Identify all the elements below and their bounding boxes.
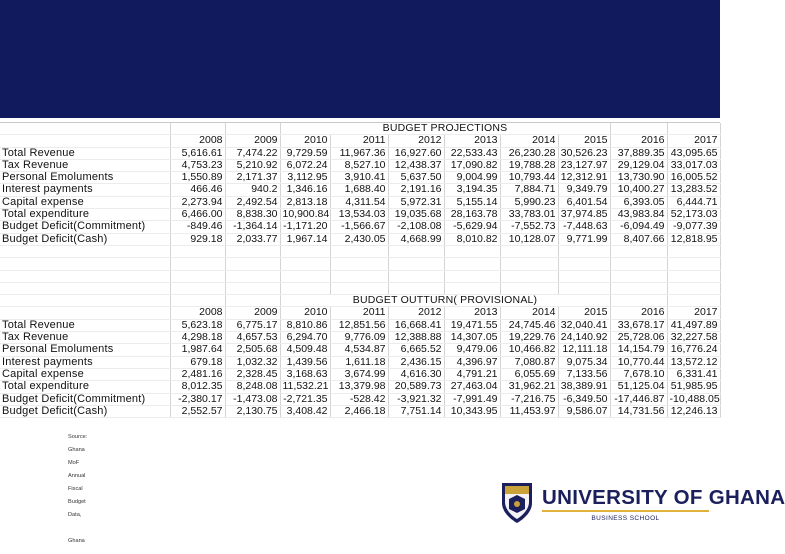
- value-cell: 26,230.28: [500, 147, 558, 159]
- value-cell: 14,731.56: [610, 405, 667, 417]
- value-cell: 12,111.18: [558, 344, 610, 356]
- empty-cell: [667, 282, 720, 294]
- value-cell: 679.18: [170, 356, 225, 368]
- value-cell: 12,818.95: [667, 233, 720, 245]
- row-label: Tax Revenue: [0, 159, 170, 171]
- value-cell: 23,127.97: [558, 159, 610, 171]
- value-cell: 4,534.87: [330, 344, 388, 356]
- value-cell: 1,611.18: [330, 356, 388, 368]
- empty-cell: [558, 258, 610, 270]
- empty-cell: [667, 123, 720, 135]
- value-cell: 4,791.21: [444, 368, 500, 380]
- value-cell: 13,534.03: [330, 209, 388, 221]
- empty-cell: [388, 258, 444, 270]
- empty-cell: [330, 270, 388, 282]
- value-cell: 9,479.06: [444, 344, 500, 356]
- value-cell: -1,171.20: [280, 221, 330, 233]
- empty-cell: [170, 282, 225, 294]
- empty-cell: [330, 245, 388, 257]
- empty-cell: [170, 295, 225, 307]
- value-cell: 10,343.95: [444, 405, 500, 417]
- value-cell: 3,194.35: [444, 184, 500, 196]
- value-cell: 1,439.56: [280, 356, 330, 368]
- row-label: Budget Deficit(Commitment): [0, 393, 170, 405]
- empty-cell: [0, 295, 170, 307]
- value-cell: 31,962.21: [500, 381, 558, 393]
- value-cell: 2,481.16: [170, 368, 225, 380]
- value-cell: 7,133.56: [558, 368, 610, 380]
- value-cell: 19,035.68: [388, 209, 444, 221]
- value-cell: 2,033.77: [225, 233, 280, 245]
- year-header: 2010: [280, 135, 330, 147]
- value-cell: 2,466.18: [330, 405, 388, 417]
- empty-cell: [667, 270, 720, 282]
- value-cell: 2,505.68: [225, 344, 280, 356]
- value-cell: 5,210.92: [225, 159, 280, 171]
- value-cell: 2,430.05: [330, 233, 388, 245]
- university-logo: [500, 481, 785, 529]
- value-cell: 4,753.23: [170, 159, 225, 171]
- value-cell: 5,155.14: [444, 196, 500, 208]
- crest-icon: [500, 481, 534, 525]
- value-cell: 4,668.99: [388, 233, 444, 245]
- value-cell: 9,075.34: [558, 356, 610, 368]
- empty-cell: [225, 258, 280, 270]
- empty-cell: [0, 307, 170, 319]
- empty-cell: [170, 245, 225, 257]
- value-cell: 3,910.41: [330, 172, 388, 184]
- empty-cell: [225, 282, 280, 294]
- table-row: [0, 221, 720, 233]
- year-header: 2014: [500, 135, 558, 147]
- empty-cell: [170, 270, 225, 282]
- value-cell: 24,140.92: [558, 332, 610, 344]
- year-header: 2017: [667, 307, 720, 319]
- value-cell: 19,788.28: [500, 159, 558, 171]
- value-cell: 2,171.37: [225, 172, 280, 184]
- year-header: 2012: [388, 307, 444, 319]
- value-cell: 7,751.14: [388, 405, 444, 417]
- empty-cell: [170, 258, 225, 270]
- year-header: 2010: [280, 307, 330, 319]
- spacer-row: [0, 282, 720, 294]
- table-row: [0, 344, 720, 356]
- empty-cell: [500, 245, 558, 257]
- value-cell: 38,389.91: [558, 381, 610, 393]
- value-cell: 14,307.05: [444, 332, 500, 344]
- spacer-row: [0, 270, 720, 282]
- value-cell: 10,770.44: [610, 356, 667, 368]
- empty-cell: [330, 258, 388, 270]
- value-cell: 51,125.04: [610, 381, 667, 393]
- value-cell: 6,331.41: [667, 368, 720, 380]
- row-label: Capital expense: [0, 368, 170, 380]
- empty-cell: [0, 135, 170, 147]
- empty-cell: [0, 270, 170, 282]
- row-label: Personal Emoluments: [0, 344, 170, 356]
- value-cell: 9,004.99: [444, 172, 500, 184]
- table-row: [0, 319, 720, 331]
- value-cell: 10,400.27: [610, 184, 667, 196]
- row-label: Budget Deficit(Cash): [0, 405, 170, 417]
- value-cell: 7,678.10: [610, 368, 667, 380]
- value-cell: 41,497.89: [667, 319, 720, 331]
- value-cell: 2,273.94: [170, 196, 225, 208]
- value-cell: 22,533.43: [444, 147, 500, 159]
- value-cell: 3,674.99: [330, 368, 388, 380]
- value-cell: -7,216.75: [500, 393, 558, 405]
- spacer-row: [0, 258, 720, 270]
- projections-section: [0, 123, 720, 245]
- value-cell: 14,154.79: [610, 344, 667, 356]
- empty-cell: [225, 123, 280, 135]
- empty-cell: [280, 258, 330, 270]
- table-row: [0, 393, 720, 405]
- value-cell: 2,328.45: [225, 368, 280, 380]
- value-cell: 43,983.84: [610, 209, 667, 221]
- empty-cell: [610, 258, 667, 270]
- value-cell: 8,527.10: [330, 159, 388, 171]
- row-label: Tax Revenue: [0, 332, 170, 344]
- value-cell: 29,129.04: [610, 159, 667, 171]
- row-label: Interest payments: [0, 184, 170, 196]
- value-cell: 2,552.57: [170, 405, 225, 417]
- value-cell: 2,436.15: [388, 356, 444, 368]
- year-header: 2011: [330, 307, 388, 319]
- value-cell: 1,550.89: [170, 172, 225, 184]
- value-cell: 16,776.24: [667, 344, 720, 356]
- empty-cell: [444, 258, 500, 270]
- value-cell: 4,657.53: [225, 332, 280, 344]
- value-cell: 12,388.88: [388, 332, 444, 344]
- section-title-row: [0, 123, 720, 135]
- value-cell: 19,229.76: [500, 332, 558, 344]
- value-cell: 3,168.63: [280, 368, 330, 380]
- value-cell: -17,446.87: [610, 393, 667, 405]
- empty-cell: [500, 270, 558, 282]
- value-cell: 10,900.84: [280, 209, 330, 221]
- value-cell: -849.46: [170, 221, 225, 233]
- value-cell: 9,776.09: [330, 332, 388, 344]
- value-cell: 1,967.14: [280, 233, 330, 245]
- value-cell: 7,474.22: [225, 147, 280, 159]
- value-cell: 4,396.97: [444, 356, 500, 368]
- year-header: 2016: [610, 135, 667, 147]
- empty-cell: [667, 258, 720, 270]
- value-cell: 24,745.46: [500, 319, 558, 331]
- value-cell: 12,246.13: [667, 405, 720, 417]
- value-cell: -7,552.73: [500, 221, 558, 233]
- title-banner: [0, 0, 720, 118]
- year-header: 2009: [225, 307, 280, 319]
- empty-cell: [610, 295, 667, 307]
- university-name: UNIVERSITY OF GHANA: [542, 486, 785, 509]
- empty-cell: [500, 282, 558, 294]
- value-cell: 16,005.52: [667, 172, 720, 184]
- empty-cell: [0, 123, 170, 135]
- value-cell: -2,721.35: [280, 393, 330, 405]
- value-cell: -7,991.49: [444, 393, 500, 405]
- row-label: Total expenditure: [0, 381, 170, 393]
- value-cell: 6,444.71: [667, 196, 720, 208]
- empty-cell: [280, 270, 330, 282]
- value-cell: 6,294.70: [280, 332, 330, 344]
- table-row: [0, 159, 720, 171]
- table-row: [0, 209, 720, 221]
- value-cell: -2,108.08: [388, 221, 444, 233]
- empty-cell: [225, 245, 280, 257]
- row-label: Capital expense: [0, 196, 170, 208]
- value-cell: 5,972.31: [388, 196, 444, 208]
- value-cell: 9,349.79: [558, 184, 610, 196]
- row-label: Personal Emoluments: [0, 172, 170, 184]
- value-cell: 2,813.18: [280, 196, 330, 208]
- row-label: Total Revenue: [0, 147, 170, 159]
- value-cell: 5,616.61: [170, 147, 225, 159]
- year-header-row: [0, 135, 720, 147]
- empty-cell: [610, 123, 667, 135]
- value-cell: 2,492.54: [225, 196, 280, 208]
- value-cell: 9,771.99: [558, 233, 610, 245]
- empty-cell: [0, 282, 170, 294]
- value-cell: -1,473.08: [225, 393, 280, 405]
- value-cell: -1,566.67: [330, 221, 388, 233]
- table-row: [0, 332, 720, 344]
- value-cell: 33,678.17: [610, 319, 667, 331]
- value-cell: 8,407.66: [610, 233, 667, 245]
- empty-cell: [610, 282, 667, 294]
- year-header: 2009: [225, 135, 280, 147]
- row-label: Total expenditure: [0, 209, 170, 221]
- section-title: BUDGET OUTTURN( PROVISIONAL): [280, 295, 610, 307]
- value-cell: 12,312.91: [558, 172, 610, 184]
- year-header: 2013: [444, 307, 500, 319]
- empty-cell: [388, 245, 444, 257]
- empty-cell: [610, 270, 667, 282]
- empty-cell: [280, 282, 330, 294]
- value-cell: 28,163.78: [444, 209, 500, 221]
- school-name: BUSINESS SCHOOL: [591, 515, 660, 522]
- year-header: 2013: [444, 135, 500, 147]
- table-row: [0, 405, 720, 417]
- table-row: [0, 233, 720, 245]
- value-cell: 9,586.07: [558, 405, 610, 417]
- value-cell: 32,227.58: [667, 332, 720, 344]
- value-cell: 6,401.54: [558, 196, 610, 208]
- empty-cell: [225, 270, 280, 282]
- value-cell: -2,380.17: [170, 393, 225, 405]
- value-cell: -3,921.32: [388, 393, 444, 405]
- value-cell: 5,637.50: [388, 172, 444, 184]
- row-label: Interest payments: [0, 356, 170, 368]
- value-cell: 12,851.56: [330, 319, 388, 331]
- year-header: 2016: [610, 307, 667, 319]
- empty-cell: [667, 245, 720, 257]
- value-cell: 4,311.54: [330, 196, 388, 208]
- empty-cell: [330, 282, 388, 294]
- empty-cell: [667, 295, 720, 307]
- value-cell: 25,728.06: [610, 332, 667, 344]
- value-cell: 1,346.16: [280, 184, 330, 196]
- year-header: 2011: [330, 135, 388, 147]
- empty-cell: [444, 270, 500, 282]
- value-cell: -10,488.05: [667, 393, 720, 405]
- value-cell: 10,128.07: [500, 233, 558, 245]
- value-cell: 13,572.12: [667, 356, 720, 368]
- table-row: [0, 356, 720, 368]
- value-cell: 1,987.64: [170, 344, 225, 356]
- value-cell: 6,775.17: [225, 319, 280, 331]
- value-cell: 11,453.97: [500, 405, 558, 417]
- table-row: [0, 196, 720, 208]
- value-cell: -528.42: [330, 393, 388, 405]
- outturn-section: [0, 295, 720, 418]
- value-cell: 4,298.18: [170, 332, 225, 344]
- table-row: [0, 172, 720, 184]
- empty-cell: [444, 282, 500, 294]
- value-cell: 33,783.01: [500, 209, 558, 221]
- value-cell: 20,589.73: [388, 381, 444, 393]
- empty-cell: [170, 123, 225, 135]
- empty-cell: [610, 245, 667, 257]
- value-cell: 16,668.41: [388, 319, 444, 331]
- value-cell: 10,466.82: [500, 344, 558, 356]
- empty-cell: [558, 270, 610, 282]
- section-title: BUDGET PROJECTIONS: [280, 123, 610, 135]
- year-header: 2015: [558, 307, 610, 319]
- value-cell: 466.46: [170, 184, 225, 196]
- budget-note: Ghana Annual Budget: [68, 447, 86, 505]
- value-cell: 13,379.98: [330, 381, 388, 393]
- year-header: 2008: [170, 135, 225, 147]
- table-row: [0, 184, 720, 196]
- value-cell: 929.18: [170, 233, 225, 245]
- empty-cell: [225, 295, 280, 307]
- value-cell: 3,112.95: [280, 172, 330, 184]
- value-cell: 7,080.87: [500, 356, 558, 368]
- year-header: 2014: [500, 307, 558, 319]
- value-cell: 8,012.35: [170, 381, 225, 393]
- empty-cell: [558, 245, 610, 257]
- value-cell: 940.2: [225, 184, 280, 196]
- table-row: [0, 381, 720, 393]
- value-cell: 13,283.52: [667, 184, 720, 196]
- spacer-row: [0, 245, 720, 257]
- value-cell: 7,884.71: [500, 184, 558, 196]
- year-header: 2015: [558, 135, 610, 147]
- value-cell: 32,040.41: [558, 319, 610, 331]
- year-header: 2012: [388, 135, 444, 147]
- section-title-row: [0, 295, 720, 307]
- value-cell: 8,838.30: [225, 209, 280, 221]
- value-cell: 19,471.55: [444, 319, 500, 331]
- value-cell: 1,688.40: [330, 184, 388, 196]
- table-row: [0, 368, 720, 380]
- budget-table: [0, 123, 721, 418]
- value-cell: 27,463.04: [444, 381, 500, 393]
- empty-cell: [444, 245, 500, 257]
- value-cell: -1,364.14: [225, 221, 280, 233]
- value-cell: 6,072.24: [280, 159, 330, 171]
- value-cell: 3,408.42: [280, 405, 330, 417]
- value-cell: 12,438.37: [388, 159, 444, 171]
- value-cell: 8,010.82: [444, 233, 500, 245]
- value-cell: 30,526.23: [558, 147, 610, 159]
- value-cell: -9,077.39: [667, 221, 720, 233]
- value-cell: -6,094.49: [610, 221, 667, 233]
- value-cell: -7,448.63: [558, 221, 610, 233]
- value-cell: 1,032.32: [225, 356, 280, 368]
- value-cell: 6,055.69: [500, 368, 558, 380]
- empty-cell: [500, 258, 558, 270]
- row-label: Budget Deficit(Commitment): [0, 221, 170, 233]
- value-cell: 37,974.85: [558, 209, 610, 221]
- year-header: 2008: [170, 307, 225, 319]
- empty-cell: [388, 270, 444, 282]
- value-cell: 11,532.21: [280, 381, 330, 393]
- value-cell: 10,793.44: [500, 172, 558, 184]
- value-cell: 51,985.95: [667, 381, 720, 393]
- value-cell: 37,889.35: [610, 147, 667, 159]
- row-label: Budget Deficit(Cash): [0, 233, 170, 245]
- value-cell: 8,810.86: [280, 319, 330, 331]
- empty-cell: [0, 258, 170, 270]
- empty-cell: [0, 245, 170, 257]
- empty-cell: [558, 282, 610, 294]
- value-cell: 52,173.03: [667, 209, 720, 221]
- value-cell: 5,990.23: [500, 196, 558, 208]
- value-cell: 17,090.82: [444, 159, 500, 171]
- value-cell: 16,927.60: [388, 147, 444, 159]
- source-note: Source: MoF Fiscal Data, Ghana: [68, 434, 88, 544]
- year-header: 2017: [667, 135, 720, 147]
- value-cell: 6,393.05: [610, 196, 667, 208]
- year-header-row: [0, 307, 720, 319]
- value-cell: 6,466.00: [170, 209, 225, 221]
- spacer-rows: [0, 245, 720, 294]
- value-cell: 33,017.03: [667, 159, 720, 171]
- value-cell: 2,130.75: [225, 405, 280, 417]
- logo-divider: [542, 510, 709, 512]
- empty-cell: [280, 245, 330, 257]
- value-cell: -6,349.50: [558, 393, 610, 405]
- value-cell: 4,509.48: [280, 344, 330, 356]
- value-cell: 6,665.52: [388, 344, 444, 356]
- value-cell: 4,616.30: [388, 368, 444, 380]
- value-cell: 11,967.36: [330, 147, 388, 159]
- empty-cell: [388, 282, 444, 294]
- value-cell: -5,629.94: [444, 221, 500, 233]
- row-label: Total Revenue: [0, 319, 170, 331]
- value-cell: 9,729.59: [280, 147, 330, 159]
- table-row: [0, 147, 720, 159]
- value-cell: 43,095.65: [667, 147, 720, 159]
- value-cell: 2,191.16: [388, 184, 444, 196]
- value-cell: 5,623.18: [170, 319, 225, 331]
- value-cell: 8,248.08: [225, 381, 280, 393]
- budget-table-area: [0, 122, 720, 445]
- value-cell: 13,730.90: [610, 172, 667, 184]
